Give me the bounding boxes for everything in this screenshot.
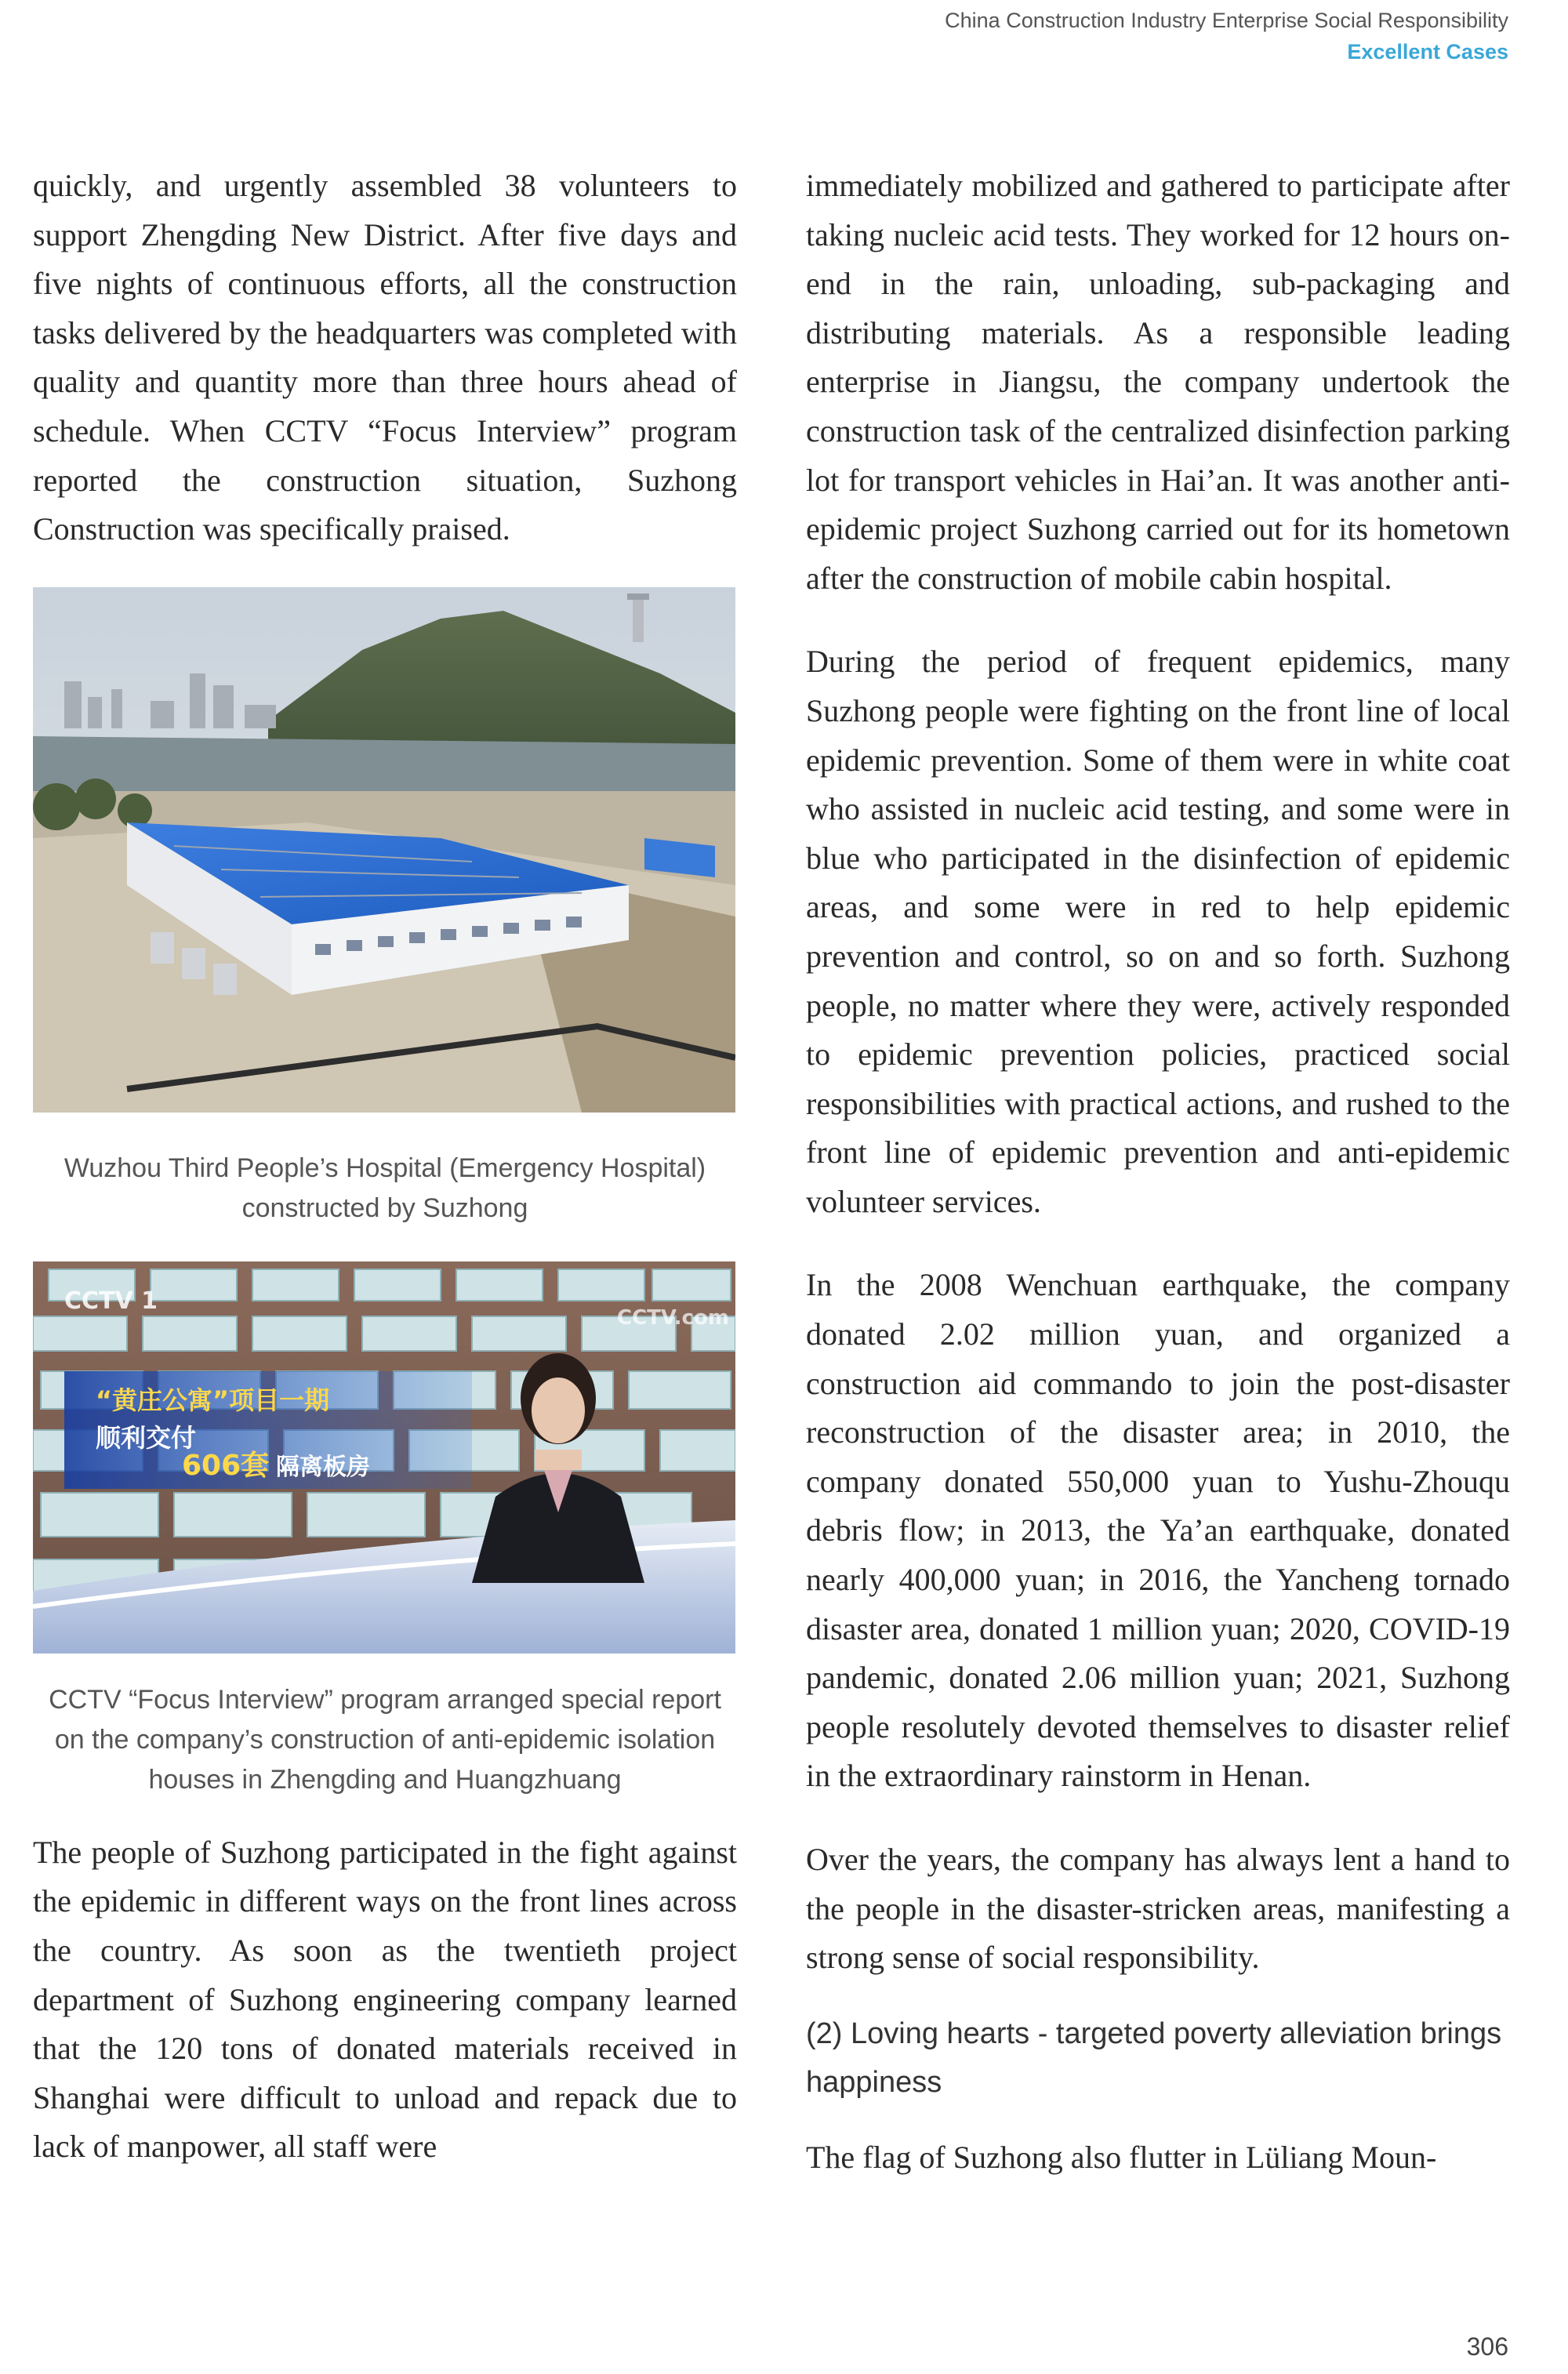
header-subtitle: Excellent Cases: [1347, 40, 1508, 64]
cctv-photo-caption: CCTV “Focus Interview” program arranged special report on the company’s construction of anti-epidemic isolation houses in Zhengding and Huangzhuang: [49, 1684, 721, 1795]
right-paragraph-1: immediately mobilized and gathered to participate after taking nucleic acid tests. They worked for 12 hours on-end in the rain, unloading, sub-packaging and distributing materials. As a responsible leading enterprise in Jiangsu, the company undertook the construction task of the centralized disinfection parking lot for transport vehicles in Hai’an. It was another anti-epidemic project Suzhong carried out for its hometown after the construction of mobile cabin hospital.: [806, 168, 1510, 596]
figure-hospital: [33, 587, 737, 1229]
right-paragraph-3: In the 2008 Wenchuan earthquake, the company donated 2.02 million yuan, and organized a construction aid commando to join the post-disaster reconstruction of the disaster area; in 2010, the company donated 550,000 yuan to Yushu-Zhouqu debris flow; in 2013, the Ya’an earthquake, donated nearly 400,000 yuan; in 2016, the Yancheng tornado disaster area, donated 1 million yuan; 2020, COVID-19 pandemic, donated 2.06 million yuan; 2021, Suzhong people resolutely devoted themselves to disaster relief in the extraordinary rainstorm in Henan.: [806, 1267, 1510, 1794]
header-title: China Construction Industry Enterprise Social Responsibility: [945, 9, 1508, 32]
page-header: [945, 5, 1508, 67]
section-subheading: (2) Loving hearts - targeted poverty alleviation brings happiness: [806, 2016, 1502, 2099]
right-column: [806, 162, 1510, 2182]
right-paragraph-5: The flag of Suzhong also flutter in Lüliang Moun-: [806, 2139, 1437, 2175]
left-paragraph-2: The people of Suzhong participated in the fight against the epidemic in different ways on the front lines across the country. As soon as the twentieth project department of Suzhong engineering company learned that the 120 tons of donated materials received in Shanghai were difficult to unload and repack due to lack of manpower, all staff were: [33, 1834, 737, 2165]
banner-line-1: “黄庄公寓”项目一期: [96, 1385, 330, 1415]
banner-number: 606套: [182, 1449, 270, 1482]
cctv-logo-text: CCTV 1: [64, 1287, 158, 1315]
banner-line-2a: 顺利交付: [96, 1422, 197, 1453]
hospital-photo-image: [33, 587, 735, 1113]
cctv-watermark-text: CCTV.com: [617, 1305, 729, 1330]
cctv-photo: [33, 1261, 735, 1653]
left-column: [33, 162, 737, 2172]
banner-line-2b: 隔离板房: [276, 1453, 370, 1481]
right-paragraph-4: Over the years, the company has always lent a hand to the people in the disaster-stricken areas, manifesting a strong sense of social responsibility.: [806, 1842, 1510, 1976]
hospital-photo-caption: Wuzhou Third People’s Hospital (Emergency Hospital) constructed by Suzhong: [64, 1153, 706, 1223]
page-number: 306: [1466, 2332, 1508, 2361]
hospital-photo: [33, 587, 735, 1113]
right-paragraph-2: During the period of frequent epidemics, many Suzhong people were fighting on the front line of local epidemic prevention. Some of them were in white coat who assisted in nucleic acid testing, and some were in blue who participated in the disinfection of epidemic areas, and some were in red to help epidemic prevention and control, so on and so forth. Suzhong people, no matter where they were, actively responded to epidemic prevention policies, practiced social responsibilities with practical actions, and rushed to the front line of epidemic prevention and anti-epidemic volunteer services.: [806, 644, 1510, 1219]
left-paragraph-1: quickly, and urgently assembled 38 volunteers to support Zhengding New District. After five days and five nights of continuous efforts, all the construction tasks delivered by the headquarters was completed with quality and quantity more than three hours ahead of schedule. When CCTV “Focus Interview” program reported the construction situation, Suzhong Construction was specifically praised.: [33, 168, 737, 547]
cctv-photo-image: [33, 1261, 735, 1653]
figure-cctv: [33, 1261, 737, 1800]
